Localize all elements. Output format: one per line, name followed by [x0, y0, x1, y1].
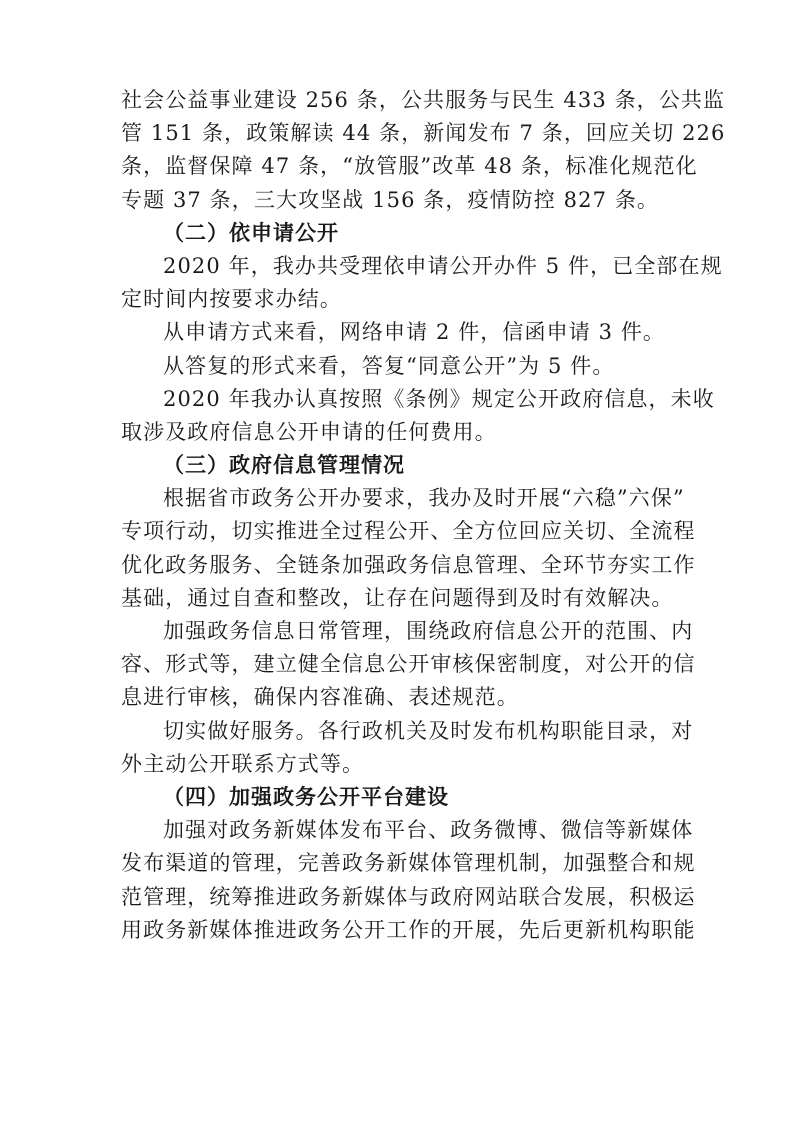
text-line: 2020 年我办认真按照《条例》规定公开政府信息，未收 [163, 386, 715, 411]
text-line: 范管理，统筹推进政务新媒体与政府网站联合发展，积极运 [121, 884, 696, 909]
paragraph-reply-form [121, 350, 681, 383]
text-line: 专项行动，切实推进全过程公开、全方位回应关切、全流程 [121, 519, 696, 544]
text-line: 从申请方式来看，网络申请 2 件，信函申请 3 件。 [163, 320, 666, 345]
text-line: 社会公益事业建设 256 条，公共服务与民生 433 条，公共监 [121, 88, 726, 112]
section-heading-info-management: （三）政府信息管理情况 [163, 453, 405, 478]
text-line: 基础，通过自查和整改，让存在问题得到及时有效解决。 [121, 585, 674, 610]
text-line: 定时间内按要求办结。 [121, 287, 342, 312]
paragraph-new-media [121, 814, 696, 947]
text-line: 取涉及政府信息公开申请的任何费用。 [121, 419, 497, 444]
text-line: 息进行审核，确保内容准确、表述规范。 [121, 685, 519, 710]
text-line: 切实做好服务。各行政机关及时发布机构职能目录，对 [163, 718, 694, 743]
text-line: 外主动公开联系方式等。 [121, 751, 365, 776]
text-line: 优化政务服务、全链条加强政务信息管理、全环节夯实工作 [121, 552, 696, 577]
text-line: 发布渠道的管理，完善政务新媒体管理机制，加强整合和规 [121, 851, 696, 876]
paragraph-statistics [121, 84, 726, 217]
paragraph-service [121, 715, 694, 781]
text-line: 2020 年，我办共受理依申请公开办件 5 件，已全部在规 [163, 253, 723, 278]
paragraph-daily-management [121, 615, 696, 715]
document-body [121, 84, 726, 947]
text-line: 用政务新媒体推进政务公开工作的开展，先后更新机构职能 [121, 917, 696, 942]
text-line: 条，监督保障 47 条，“放管服”改革 48 条，标准化规范化 [121, 154, 698, 179]
paragraph-fees [121, 383, 715, 449]
paragraph-apply-count [121, 250, 723, 316]
text-line: 加强对政务新媒体发布平台、政务微博、微信等新媒体 [163, 818, 694, 843]
text-line: 根据省市政务公开办要求，我办及时开展“六稳”六保” [163, 486, 685, 511]
text-line: 管 151 条，政策解读 44 条，新闻发布 7 条，回应关切 226 [121, 121, 726, 146]
text-line: 加强政务信息日常管理，围绕政府信息公开的范围、内 [163, 619, 694, 643]
section-heading-apply-disclosure: （二）依申请公开 [163, 220, 339, 245]
paragraph-apply-method [121, 316, 681, 349]
text-line: 专题 37 条，三大攻坚战 156 条，疫情防控 827 条。 [121, 187, 660, 212]
text-line: 容、形式等，建立健全信息公开审核保密制度，对公开的信 [121, 652, 696, 677]
text-line: 从答复的形式来看，答复“同意公开”为 5 件。 [163, 353, 615, 378]
section-heading-platform-building: （四）加强政务公开平台建设 [163, 784, 449, 809]
paragraph-special-action [121, 482, 696, 615]
